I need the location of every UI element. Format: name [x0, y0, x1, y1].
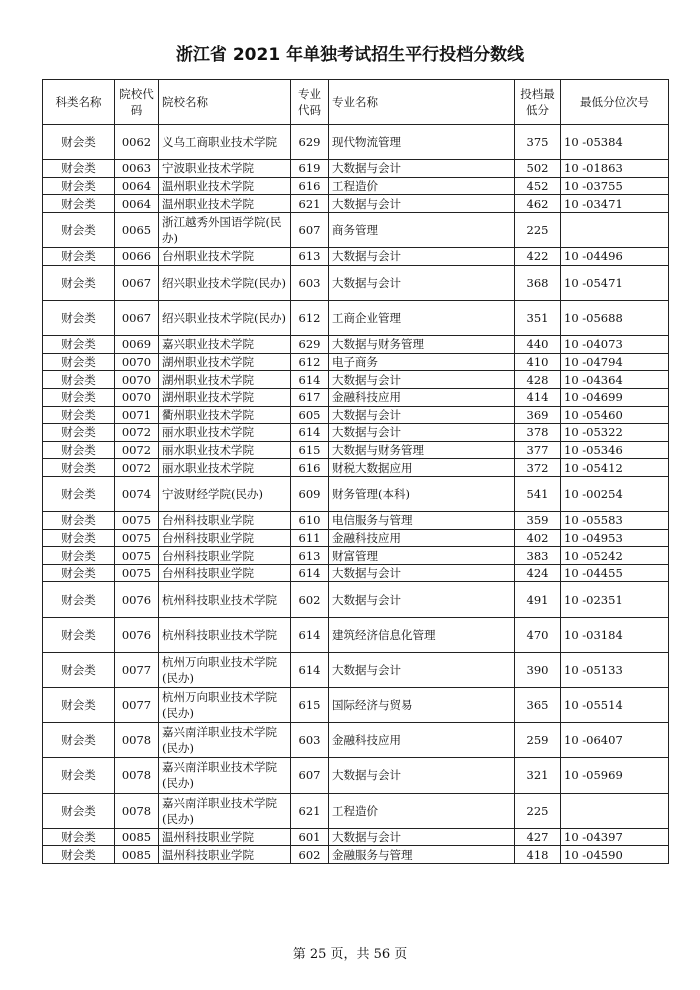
- cell-category: 财会类: [43, 336, 115, 354]
- cell-category: 财会类: [43, 564, 115, 582]
- table-row: [43, 564, 669, 582]
- cell-school-code: 0067: [115, 300, 159, 335]
- cell-min-score: 351: [515, 300, 561, 335]
- cell-min-score: 427: [515, 828, 561, 846]
- cell-category: 财会类: [43, 652, 115, 687]
- cell-category: 财会类: [43, 441, 115, 459]
- table-row: [43, 388, 669, 406]
- cell-major-code: 602: [291, 846, 329, 864]
- cell-category: 财会类: [43, 723, 115, 758]
- cell-school-name: 杭州科技职业技术学院: [159, 582, 291, 617]
- table-row: [43, 371, 669, 389]
- cell-min-rank: 10 -04953: [561, 529, 669, 547]
- cell-major-code: 601: [291, 828, 329, 846]
- cell-school-code: 0075: [115, 512, 159, 530]
- cell-major-name: 建筑经济信息化管理: [329, 617, 515, 652]
- cell-major-code: 629: [291, 336, 329, 354]
- cell-major-code: 615: [291, 441, 329, 459]
- cell-school-name: 衢州职业技术学院: [159, 406, 291, 424]
- cell-school-code: 0070: [115, 353, 159, 371]
- cell-major-code: 612: [291, 300, 329, 335]
- table-row: [43, 441, 669, 459]
- cell-min-score: 414: [515, 388, 561, 406]
- cell-min-score: 368: [515, 265, 561, 300]
- table-row: [43, 265, 669, 300]
- cell-school-name: 丽水职业技术学院: [159, 424, 291, 442]
- cell-school-code: 0078: [115, 793, 159, 828]
- cell-min-score: 225: [515, 212, 561, 247]
- cell-major-name: 大数据与会计: [329, 828, 515, 846]
- cell-category: 财会类: [43, 512, 115, 530]
- cell-school-code: 0064: [115, 177, 159, 195]
- cell-min-score: 402: [515, 529, 561, 547]
- cell-school-code: 0072: [115, 441, 159, 459]
- cell-school-code: 0076: [115, 582, 159, 617]
- table-row: [43, 212, 669, 247]
- cell-min-rank: 10 -00254: [561, 476, 669, 511]
- table-row: [43, 353, 669, 371]
- cell-category: 财会类: [43, 424, 115, 442]
- cell-major-name: 金融科技应用: [329, 723, 515, 758]
- cell-major-name: 大数据与会计: [329, 265, 515, 300]
- cell-school-name: 台州科技职业学院: [159, 564, 291, 582]
- cell-school-name: 杭州科技职业技术学院: [159, 617, 291, 652]
- cell-school-name: 丽水职业技术学院: [159, 459, 291, 477]
- cell-major-name: 金融科技应用: [329, 388, 515, 406]
- cell-school-name: 杭州万向职业技术学院(民办): [159, 652, 291, 687]
- cell-min-score: 259: [515, 723, 561, 758]
- cell-category: 财会类: [43, 793, 115, 828]
- cell-major-code: 614: [291, 564, 329, 582]
- cell-min-rank: 10 -05583: [561, 512, 669, 530]
- cell-min-score: 372: [515, 459, 561, 477]
- cell-category: 财会类: [43, 828, 115, 846]
- cell-school-code: 0077: [115, 652, 159, 687]
- cell-major-name: 电信服务与管理: [329, 512, 515, 530]
- cell-major-code: 621: [291, 195, 329, 213]
- cell-major-code: 605: [291, 406, 329, 424]
- cell-min-score: 422: [515, 248, 561, 266]
- cell-category: 财会类: [43, 846, 115, 864]
- cell-min-rank: 10 -05384: [561, 125, 669, 160]
- cell-min-rank: 10 -04590: [561, 846, 669, 864]
- cell-school-name: 嘉兴南洋职业技术学院(民办): [159, 793, 291, 828]
- cell-major-name: 大数据与会计: [329, 582, 515, 617]
- table-row: [43, 195, 669, 213]
- cell-school-code: 0070: [115, 388, 159, 406]
- table-row: [43, 459, 669, 477]
- cell-min-rank: 10 -05412: [561, 459, 669, 477]
- cell-major-name: 大数据与会计: [329, 424, 515, 442]
- cell-major-name: 金融科技应用: [329, 529, 515, 547]
- cell-school-code: 0063: [115, 160, 159, 178]
- table-row: [43, 512, 669, 530]
- table-row: [43, 652, 669, 687]
- cell-min-score: 440: [515, 336, 561, 354]
- cell-school-name: 嘉兴职业技术学院: [159, 336, 291, 354]
- cell-major-name: 大数据与财务管理: [329, 336, 515, 354]
- cell-category: 财会类: [43, 459, 115, 477]
- table-row: [43, 476, 669, 511]
- cell-school-name: 温州科技职业学院: [159, 846, 291, 864]
- cell-min-rank: 10 -05242: [561, 547, 669, 565]
- cell-major-code: 614: [291, 617, 329, 652]
- table-row: [43, 529, 669, 547]
- cell-major-name: 财富管理: [329, 547, 515, 565]
- cell-school-code: 0075: [115, 564, 159, 582]
- cell-min-rank: 10 -06407: [561, 723, 669, 758]
- cell-school-name: 嘉兴南洋职业技术学院(民办): [159, 723, 291, 758]
- cell-category: 财会类: [43, 160, 115, 178]
- cell-school-code: 0069: [115, 336, 159, 354]
- cell-school-code: 0064: [115, 195, 159, 213]
- cell-min-rank: 10 -03471: [561, 195, 669, 213]
- cell-min-score: 378: [515, 424, 561, 442]
- cell-category: 财会类: [43, 125, 115, 160]
- header-min-rank: 最低分位次号: [561, 80, 669, 125]
- cell-min-rank: 10 -04699: [561, 388, 669, 406]
- cell-category: 财会类: [43, 388, 115, 406]
- table-row: [43, 723, 669, 758]
- cell-major-name: 财务管理(本科): [329, 476, 515, 511]
- cell-major-name: 大数据与会计: [329, 160, 515, 178]
- cell-category: 财会类: [43, 300, 115, 335]
- cell-major-name: 财税大数据应用: [329, 459, 515, 477]
- table-row: [43, 300, 669, 335]
- cell-category: 财会类: [43, 547, 115, 565]
- cell-major-code: 613: [291, 547, 329, 565]
- cell-school-name: 丽水职业技术学院: [159, 441, 291, 459]
- cell-min-score: 410: [515, 353, 561, 371]
- cell-min-rank: 10 -05133: [561, 652, 669, 687]
- cell-school-name: 台州职业技术学院: [159, 248, 291, 266]
- cell-school-code: 0078: [115, 723, 159, 758]
- cell-major-name: 大数据与会计: [329, 248, 515, 266]
- cell-school-code: 0085: [115, 846, 159, 864]
- cell-min-score: 462: [515, 195, 561, 213]
- cell-min-rank: 10 -01863: [561, 160, 669, 178]
- cell-major-name: 大数据与会计: [329, 652, 515, 687]
- cell-min-rank: 10 -04397: [561, 828, 669, 846]
- cell-category: 财会类: [43, 758, 115, 793]
- cell-major-name: 大数据与会计: [329, 406, 515, 424]
- table-row: [43, 406, 669, 424]
- cell-school-name: 湖州职业技术学院: [159, 371, 291, 389]
- cell-min-rank: 10 -05460: [561, 406, 669, 424]
- cell-major-code: 619: [291, 160, 329, 178]
- cell-school-name: 台州科技职业学院: [159, 529, 291, 547]
- cell-school-name: 绍兴职业技术学院(民办): [159, 300, 291, 335]
- table-row: [43, 758, 669, 793]
- table-row: [43, 846, 669, 864]
- cell-school-code: 0072: [115, 424, 159, 442]
- cell-min-score: 365: [515, 688, 561, 723]
- cell-major-code: 613: [291, 248, 329, 266]
- cell-min-score: 470: [515, 617, 561, 652]
- header-major-name: 专业名称: [329, 80, 515, 125]
- cell-min-score: 452: [515, 177, 561, 195]
- cell-category: 财会类: [43, 353, 115, 371]
- cell-school-code: 0074: [115, 476, 159, 511]
- table-row: [43, 617, 669, 652]
- cell-min-score: 424: [515, 564, 561, 582]
- cell-major-code: 611: [291, 529, 329, 547]
- cell-major-name: 大数据与财务管理: [329, 441, 515, 459]
- cell-school-code: 0070: [115, 371, 159, 389]
- table-row: [43, 547, 669, 565]
- cell-school-code: 0062: [115, 125, 159, 160]
- cell-category: 财会类: [43, 476, 115, 511]
- table-row: [43, 582, 669, 617]
- cell-school-name: 湖州职业技术学院: [159, 388, 291, 406]
- cell-school-code: 0077: [115, 688, 159, 723]
- cell-school-code: 0075: [115, 547, 159, 565]
- cell-major-code: 614: [291, 371, 329, 389]
- cell-category: 财会类: [43, 582, 115, 617]
- cell-major-name: 工商企业管理: [329, 300, 515, 335]
- table-row: [43, 160, 669, 178]
- table-row: [43, 336, 669, 354]
- cell-min-rank: [561, 212, 669, 247]
- cell-school-code: 0066: [115, 248, 159, 266]
- cell-school-name: 杭州万向职业技术学院(民办): [159, 688, 291, 723]
- cell-major-code: 616: [291, 459, 329, 477]
- cell-major-code: 614: [291, 652, 329, 687]
- cell-min-rank: 10 -05688: [561, 300, 669, 335]
- cell-category: 财会类: [43, 195, 115, 213]
- cell-school-name: 宁波职业技术学院: [159, 160, 291, 178]
- cell-min-score: 491: [515, 582, 561, 617]
- cell-major-name: 大数据与会计: [329, 758, 515, 793]
- cell-min-rank: 10 -03755: [561, 177, 669, 195]
- cell-min-rank: 10 -05322: [561, 424, 669, 442]
- cell-major-name: 工程造价: [329, 793, 515, 828]
- cell-major-code: 607: [291, 212, 329, 247]
- cell-school-code: 0085: [115, 828, 159, 846]
- cell-major-name: 大数据与会计: [329, 371, 515, 389]
- cell-min-rank: [561, 793, 669, 828]
- cell-min-rank: 10 -03184: [561, 617, 669, 652]
- header-category: 科类名称: [43, 80, 115, 125]
- cell-min-score: 321: [515, 758, 561, 793]
- cell-major-code: 603: [291, 265, 329, 300]
- cell-min-rank: 10 -04073: [561, 336, 669, 354]
- cell-school-code: 0076: [115, 617, 159, 652]
- cell-min-rank: 10 -04455: [561, 564, 669, 582]
- cell-major-code: 621: [291, 793, 329, 828]
- cell-category: 财会类: [43, 617, 115, 652]
- cell-major-name: 现代物流管理: [329, 125, 515, 160]
- cell-min-score: 377: [515, 441, 561, 459]
- cell-category: 财会类: [43, 688, 115, 723]
- cell-min-rank: 10 -05471: [561, 265, 669, 300]
- cell-major-code: 617: [291, 388, 329, 406]
- cell-school-code: 0067: [115, 265, 159, 300]
- cell-category: 财会类: [43, 248, 115, 266]
- cell-major-code: 616: [291, 177, 329, 195]
- table-row: [43, 828, 669, 846]
- cell-category: 财会类: [43, 529, 115, 547]
- cell-school-code: 0078: [115, 758, 159, 793]
- cell-min-score: 383: [515, 547, 561, 565]
- table-row: [43, 793, 669, 828]
- header-school-name: 院校名称: [159, 80, 291, 125]
- cell-category: 财会类: [43, 406, 115, 424]
- table-row: [43, 424, 669, 442]
- cell-major-name: 大数据与会计: [329, 195, 515, 213]
- table-row: [43, 125, 669, 160]
- cell-school-name: 嘉兴南洋职业技术学院(民办): [159, 758, 291, 793]
- table-row: [43, 177, 669, 195]
- cell-major-name: 国际经济与贸易: [329, 688, 515, 723]
- cell-min-rank: 10 -05969: [561, 758, 669, 793]
- cell-school-code: 0075: [115, 529, 159, 547]
- cell-min-rank: 10 -04496: [561, 248, 669, 266]
- cell-category: 财会类: [43, 371, 115, 389]
- cell-min-score: 369: [515, 406, 561, 424]
- cell-major-code: 602: [291, 582, 329, 617]
- cell-major-code: 614: [291, 424, 329, 442]
- cell-school-name: 温州科技职业学院: [159, 828, 291, 846]
- cell-category: 财会类: [43, 265, 115, 300]
- cell-school-name: 湖州职业技术学院: [159, 353, 291, 371]
- cell-school-code: 0072: [115, 459, 159, 477]
- cell-major-name: 电子商务: [329, 353, 515, 371]
- header-school-code: 院校代码: [115, 80, 159, 125]
- cell-school-name: 台州科技职业学院: [159, 547, 291, 565]
- cell-min-rank: 10 -05514: [561, 688, 669, 723]
- cell-major-name: 大数据与会计: [329, 564, 515, 582]
- cell-school-name: 绍兴职业技术学院(民办): [159, 265, 291, 300]
- cell-school-name: 台州科技职业学院: [159, 512, 291, 530]
- cell-min-rank: 10 -02351: [561, 582, 669, 617]
- admission-score-table: [42, 79, 669, 864]
- table-body: [43, 125, 669, 864]
- header-major-code: 专业代码: [291, 80, 329, 125]
- cell-min-score: 428: [515, 371, 561, 389]
- cell-major-code: 603: [291, 723, 329, 758]
- page-footer: 第 25 页，共 56 页: [292, 947, 408, 962]
- cell-school-name: 温州职业技术学院: [159, 177, 291, 195]
- cell-min-rank: 10 -05346: [561, 441, 669, 459]
- cell-major-code: 629: [291, 125, 329, 160]
- cell-school-code: 0071: [115, 406, 159, 424]
- cell-category: 财会类: [43, 177, 115, 195]
- table-header-row: [43, 80, 669, 125]
- cell-major-code: 607: [291, 758, 329, 793]
- cell-min-rank: 10 -04794: [561, 353, 669, 371]
- cell-major-code: 615: [291, 688, 329, 723]
- cell-major-code: 610: [291, 512, 329, 530]
- cell-min-score: 359: [515, 512, 561, 530]
- header-min-score: 投档最低分: [515, 80, 561, 125]
- cell-min-score: 390: [515, 652, 561, 687]
- page-title: 浙江省 2021 年单独考试招生平行投档分数线: [175, 45, 525, 65]
- cell-min-score: 375: [515, 125, 561, 160]
- cell-school-name: 浙江越秀外国语学院(民办): [159, 212, 291, 247]
- cell-major-name: 商务管理: [329, 212, 515, 247]
- cell-major-code: 612: [291, 353, 329, 371]
- cell-min-score: 502: [515, 160, 561, 178]
- table-row: [43, 688, 669, 723]
- cell-school-name: 义乌工商职业技术学院: [159, 125, 291, 160]
- cell-major-code: 609: [291, 476, 329, 511]
- cell-major-name: 金融服务与管理: [329, 846, 515, 864]
- cell-school-code: 0065: [115, 212, 159, 247]
- cell-min-score: 541: [515, 476, 561, 511]
- cell-min-rank: 10 -04364: [561, 371, 669, 389]
- cell-category: 财会类: [43, 212, 115, 247]
- cell-school-name: 宁波财经学院(民办): [159, 476, 291, 511]
- cell-min-score: 418: [515, 846, 561, 864]
- cell-school-name: 温州职业技术学院: [159, 195, 291, 213]
- cell-min-score: 225: [515, 793, 561, 828]
- table-row: [43, 248, 669, 266]
- cell-major-name: 工程造价: [329, 177, 515, 195]
